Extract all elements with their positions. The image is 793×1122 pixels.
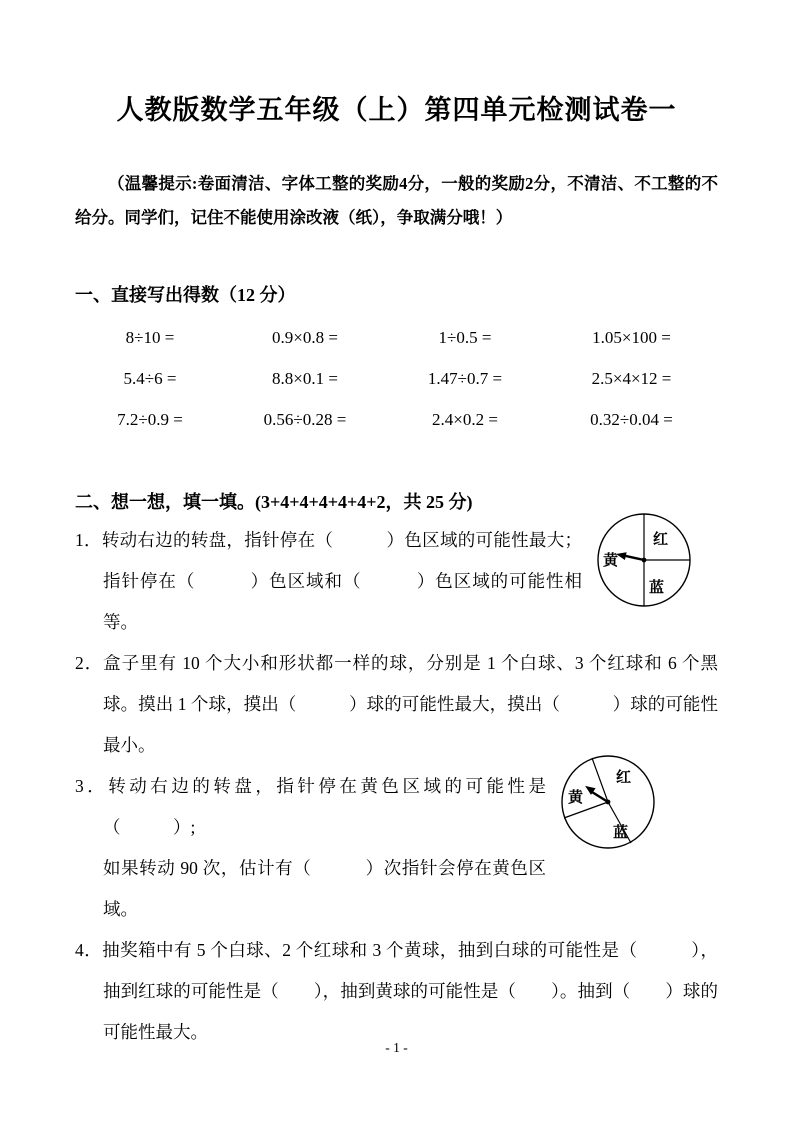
question-text: 抽奖箱中有 5 个白球、2 个红球和 3 个黄球，抽到白球的可能性是（ ），抽到红球的可能性是（ ），抽到黄球的可能性是（ ）。抽到（ ）球的可能性最大。 [102, 940, 719, 1042]
question-number: 2． [75, 653, 104, 673]
spinner-diagram-2 [558, 752, 658, 852]
calc-expression: 7.2÷0.9 = [117, 410, 183, 429]
calc-expression: 1.47÷0.7 = [427, 369, 503, 388]
spinner-label-blue: 蓝 [613, 825, 629, 841]
calc-expression: 8÷10 = [125, 328, 175, 347]
question-2 [75, 643, 718, 766]
calc-expression: 0.9×0.8 = [272, 328, 338, 347]
question-4 [75, 930, 718, 1053]
question-number: 4． [75, 940, 103, 960]
spinner-1-graphic [594, 510, 694, 610]
page-title: 人教版数学五年级（上）第四单元检测试卷一 [116, 95, 677, 125]
calc-expression: 5.4÷6 = [123, 369, 177, 388]
spinner-label-yellow: 黄 [568, 790, 584, 806]
section2-heading: 二、想一想，填一填。(3+4+4+4+4+4+2，共 25 分) [75, 492, 473, 512]
question-text: 转动右边的转盘，指针停在黄色区域的可能性是（ ）; [103, 776, 547, 837]
section1-heading: 一、直接写出得数（12 分） [75, 285, 296, 305]
spinner-center-dot [606, 800, 611, 805]
hint-paragraph: （温馨提示:卷面清洁、字体工整的奖励4分，一般的奖励2分，不清洁、不工整的不给分。同学们，记住不能使用涂改液（纸），争取满分哦！） [75, 174, 718, 227]
spinner-label-blue: 蓝 [649, 580, 665, 596]
spinner-label-yellow: 黄 [603, 553, 619, 569]
spinner-label-red: 红 [653, 532, 669, 548]
spinner-diagram-1 [594, 510, 694, 610]
question-text: 盒子里有 10 个大小和形状都一样的球，分别是 1 个白球、3 个红球和 6 个黑球。摸出 1 个球，摸出（ ）球的可能性最大，摸出（ ）球的可能性最小。 [103, 653, 719, 755]
question-3 [75, 766, 718, 930]
calc-expression: 0.32÷0.04 = [590, 410, 673, 429]
question-number: 1． [75, 530, 102, 550]
calc-expression: 8.8×0.1 = [272, 369, 338, 388]
oral-calculation-grid [75, 317, 718, 440]
calc-expression: 1÷0.5 = [438, 328, 492, 347]
calc-expression: 2.5×4×12 = [591, 369, 672, 388]
calc-expression: 1.05×100 = [592, 328, 671, 347]
section-oral-calculation [75, 281, 718, 440]
spinner-pointer [624, 556, 644, 560]
spinner-divider [592, 758, 608, 802]
question-text-continued: 如果转动 90 次，估计有（ ）次指针会停在黄色区域。 [103, 858, 546, 919]
spinner-2-graphic [558, 752, 658, 852]
question-text: 转动右边的转盘，指针停在（ ）色区域的可能性最大；指针停在（ ）色区域和（ ）色区域的可能性相等。 [101, 530, 583, 632]
calc-expression: 0.56÷0.28 = [263, 410, 347, 429]
section-fill-in-blanks [75, 488, 718, 1053]
spinner-center-dot [642, 558, 647, 563]
page-number: - 1 - [385, 1040, 408, 1055]
question-number: 3． [75, 776, 109, 796]
question-1 [75, 520, 718, 643]
spinner-label-red: 红 [616, 770, 632, 786]
calc-expression: 2.4×0.2 = [432, 410, 498, 429]
question-list [75, 520, 718, 1053]
